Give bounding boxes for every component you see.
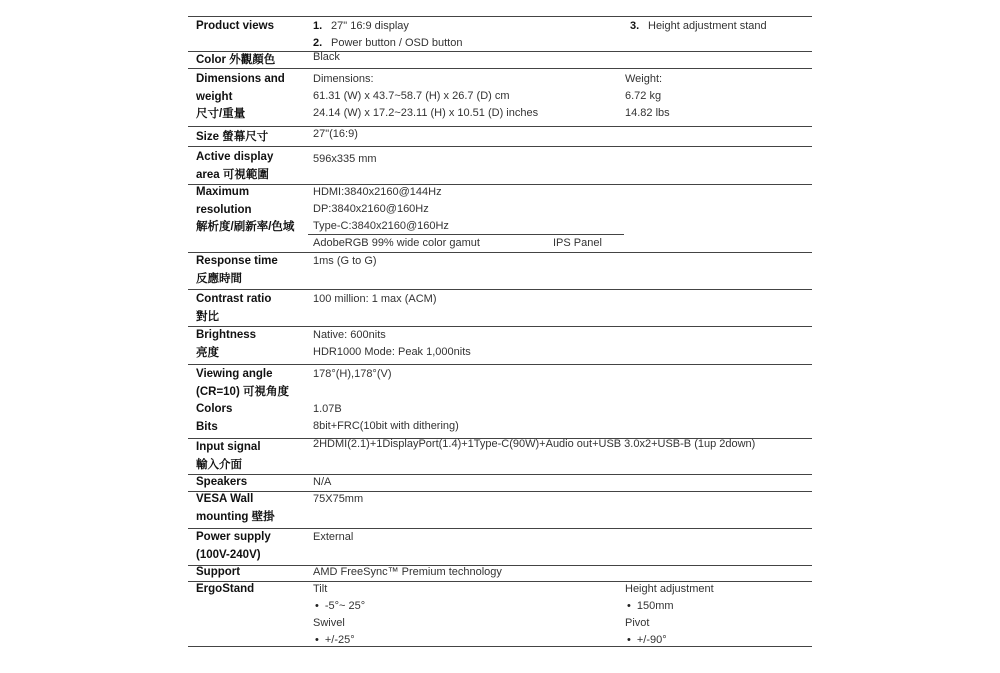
value-input-signal: 2HDMI(2.1)+1DisplayPort(1.4)+1Type-C(90W)+Audio out+USB 3.0x2+USB-B (1up 2down): [313, 438, 756, 450]
product-view-item: Power button / OSD button: [331, 37, 463, 49]
value-power-supply: External: [313, 531, 354, 543]
dimensions-inches: 24.14 (W) x 17.2~23.11 (H) x 10.51 (D) inches: [313, 107, 539, 119]
label-vesa: [196, 491, 275, 526]
label-line: 對比: [196, 310, 219, 323]
product-view-item: Height adjustment stand: [648, 20, 767, 32]
row-brightness: [188, 326, 812, 364]
row-size: [188, 126, 812, 146]
value-panel-type: IPS Panel: [553, 237, 602, 249]
label-line: 亮度: [196, 346, 219, 359]
height-value: 150mm: [636, 600, 674, 612]
weight-lbs: 14.82 lbs: [625, 107, 670, 119]
product-views-list: [313, 18, 462, 52]
value-support: AMD FreeSync™ Premium technology: [313, 566, 502, 578]
label-viewing-angle: [196, 366, 289, 436]
bullet-icon: •: [315, 634, 319, 646]
value-response-time: 1ms (G to G): [313, 255, 377, 267]
label-brightness: [196, 327, 256, 362]
label-line: 輸入介面: [196, 458, 242, 471]
resolution-dp: DP:3840x2160@160Hz: [313, 203, 429, 215]
product-views-list-2: [630, 18, 767, 35]
label-line: 反應時間: [196, 272, 242, 285]
label-power-supply: [196, 529, 271, 564]
item-number: 1.: [313, 20, 323, 32]
label-input-signal: [196, 439, 261, 474]
bullet-icon: •: [627, 600, 631, 612]
weight-kg: 6.72 kg: [625, 90, 662, 102]
label-support: Support: [196, 566, 241, 578]
swivel-title: Swivel: [313, 617, 345, 629]
row-viewing-angle: [188, 364, 812, 438]
value-color-gamut: AdobeRGB 99% wide color gamut: [313, 237, 480, 249]
label-line: Dimensions and: [196, 73, 285, 85]
tilt-title: Tilt: [313, 583, 328, 595]
label-active-area: [196, 149, 273, 184]
row-power-supply: [188, 528, 812, 565]
row-contrast: [188, 289, 812, 326]
item-number: 2.: [313, 37, 323, 49]
dimensions-title: Dimensions:: [313, 73, 374, 85]
value-color: Black: [313, 51, 340, 63]
value-viewing-angle: 178°(H),178°(V): [313, 368, 392, 380]
row-support: [188, 565, 812, 581]
label-line: Response time: [196, 255, 278, 267]
value-max-resolution: [313, 184, 449, 235]
label-speakers: Speakers: [196, 476, 248, 488]
label-line: area 可視範圍: [196, 168, 269, 181]
label-line: Power supply: [196, 531, 271, 543]
label-response-time: [196, 253, 278, 288]
label-line: mounting 壁掛: [196, 510, 275, 523]
weight-title: Weight:: [625, 73, 663, 85]
label-contrast: [196, 291, 271, 326]
label-line: resolution: [196, 203, 252, 216]
value-contrast: 100 million: 1 max (ACM): [313, 293, 437, 305]
tilt-value: -5°~ 25°: [324, 600, 366, 612]
label-line: Brightness: [196, 329, 257, 341]
value-colors: 1.07B: [313, 403, 342, 415]
pivot-title: Pivot: [625, 617, 650, 629]
dimensions-cm: 61.31 (W) x 43.7~58.7 (H) x 26.7 (D) cm: [313, 90, 510, 102]
label-line: weight: [196, 90, 233, 103]
label-product-views: Product views: [196, 20, 274, 32]
row-vesa: [188, 491, 812, 528]
resolution-hdmi: HDMI:3840x2160@144Hz: [313, 186, 442, 198]
value-brightness: [313, 327, 471, 361]
row-response-time: [188, 252, 812, 289]
label-colors: Colors: [196, 403, 233, 415]
label-line: 解析度/刷新率/色域: [196, 221, 295, 233]
value-ergostand-left: [313, 581, 365, 649]
value-weight: [625, 71, 670, 122]
value-bits: 8bit+FRC(10bit with dithering): [313, 420, 459, 432]
label-line: (CR=10) 可視角度: [196, 385, 289, 398]
value-dimensions: [313, 71, 538, 122]
row-ergostand: [188, 581, 812, 647]
value-size: 27"(16:9): [313, 128, 358, 140]
label-line: 尺寸/重量: [196, 108, 246, 120]
value-ergostand-right: [625, 581, 714, 649]
row-active-area: [188, 146, 812, 184]
spec-table: [188, 16, 812, 647]
height-title: Height adjustment: [625, 583, 714, 595]
row-max-resolution: [188, 184, 812, 252]
label-line: Viewing angle: [196, 368, 273, 380]
row-product-views: [188, 16, 812, 51]
value-speakers: N/A: [313, 476, 332, 488]
row-dimensions: [188, 68, 812, 126]
label-line: VESA Wall: [196, 493, 254, 505]
label-max-resolution: [196, 184, 294, 237]
label-dimensions: [196, 71, 285, 124]
row-input-signal: [188, 438, 812, 474]
bullet-icon: •: [315, 600, 319, 612]
resolution-typec: Type-C:3840x2160@160Hz: [313, 220, 449, 232]
swivel-value: +/-25°: [324, 634, 355, 646]
label-line: (100V-240V): [196, 548, 261, 561]
label-color: Color 外觀顏色: [196, 54, 276, 66]
item-number: 3.: [630, 20, 640, 32]
row-speakers: [188, 474, 812, 491]
label-ergostand: ErgoStand: [196, 583, 255, 595]
label-line: Maximum: [196, 186, 250, 198]
label-size: Size 螢幕尺寸: [196, 131, 269, 143]
value-vesa: 75X75mm: [313, 493, 364, 505]
brightness-hdr: HDR1000 Mode: Peak 1,000nits: [313, 346, 471, 358]
label-line: Contrast ratio: [196, 293, 272, 305]
label-line: Input signal: [196, 441, 261, 453]
value-active-area: 596x335 mm: [313, 153, 377, 165]
row-color: [188, 51, 812, 68]
label-line: Active display: [196, 151, 274, 163]
label-bits: Bits: [196, 420, 218, 433]
bullet-icon: •: [627, 634, 631, 646]
brightness-native: Native: 600nits: [313, 329, 386, 341]
pivot-value: +/-90°: [636, 634, 667, 646]
product-view-item: 27" 16:9 display: [331, 20, 409, 32]
